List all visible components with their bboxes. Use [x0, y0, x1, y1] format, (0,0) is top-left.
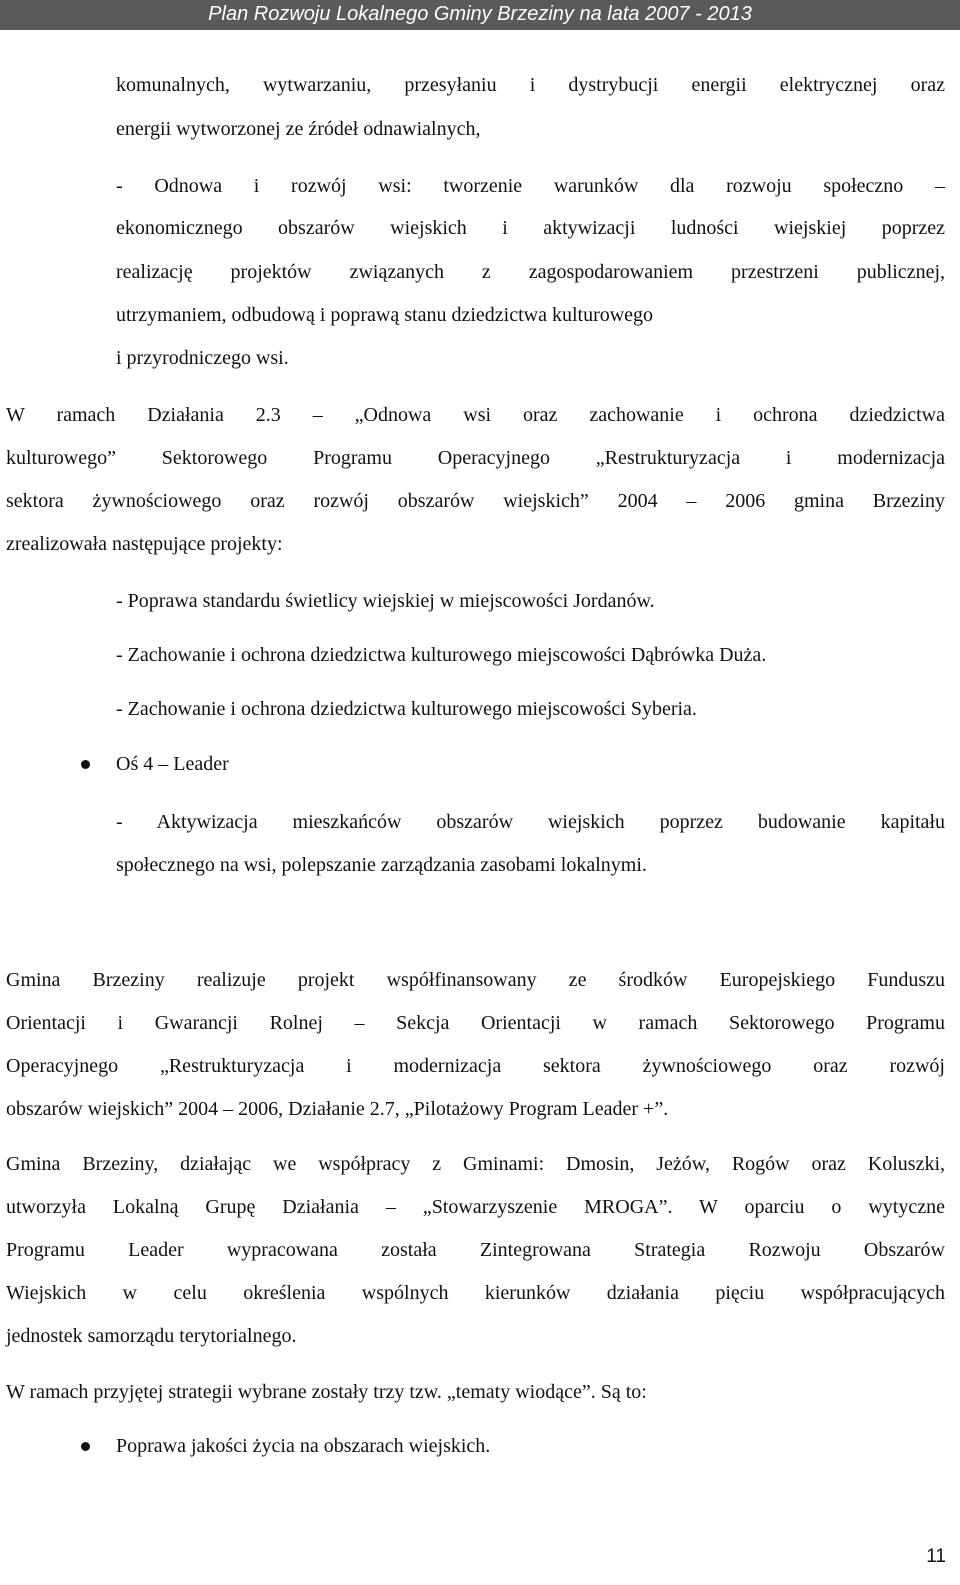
text-line: - Aktywizacja mieszkańców obszarów wiejskich poprzez budowanie kapitału — [116, 811, 945, 833]
text-line: Wiejskich w celu określenia wspólnych kierunków działania pięciu współpracujących — [6, 1282, 945, 1304]
bullet-icon — [81, 1442, 90, 1451]
text-line: jednostek samorządu terytorialnego. — [6, 1325, 297, 1347]
document-title: Plan Rozwoju Lokalnego Gminy Brzeziny na lata 2007 - 2013 — [208, 3, 752, 25]
page-header — [0, 0, 960, 30]
text-line: Gmina Brzeziny realizuje projekt współfinansowany ze środków Europejskiego Funduszu — [6, 969, 945, 991]
text-line: Programu Leader wypracowana została Zintegrowana Strategia Rozwoju Obszarów — [6, 1239, 945, 1261]
text-line: Gmina Brzeziny, działając we współpracy z Gminami: Dmosin, Jeżów, Rogów oraz Koluszki, — [6, 1153, 945, 1175]
bullet-icon — [81, 760, 90, 769]
list-item: - Zachowanie i ochrona dziedzictwa kulturowego miejscowości Dąbrówka Duża. — [116, 644, 767, 666]
page-number: 11 — [926, 1546, 946, 1567]
text-line: i przyrodniczego wsi. — [116, 347, 289, 369]
text-line: komunalnych, wytwarzaniu, przesyłaniu i dystrybucji energii elektrycznej oraz — [116, 74, 945, 96]
bullet-item: Oś 4 – Leader — [116, 753, 229, 775]
text-line: utrzymaniem, odbudową i poprawą stanu dziedzictwa kulturowego — [116, 304, 654, 326]
text-line: Operacyjnego „Restrukturyzacja i modernizacja sektora żywnościowego oraz rozwój — [6, 1055, 945, 1077]
text-line: - Odnowa i rozwój wsi: tworzenie warunków dla rozwoju społeczno – — [116, 175, 945, 197]
text-line: obszarów wiejskich” 2004 – 2006, Działanie 2.7, „Pilotażowy Program Leader +”. — [6, 1098, 669, 1120]
list-item: - Zachowanie i ochrona dziedzictwa kulturowego miejscowości Syberia. — [116, 698, 697, 720]
text-line: kulturowego” Sektorowego Programu Operacyjnego „Restrukturyzacja i modernizacja — [6, 447, 945, 469]
list-item: - Poprawa standardu świetlicy wiejskiej w miejscowości Jordanów. — [116, 590, 655, 612]
text-line: zrealizowała następujące projekty: — [6, 533, 283, 555]
text-line: społecznego na wsi, polepszanie zarządzania zasobami lokalnymi. — [116, 854, 647, 876]
text-line: sektora żywnościowego oraz rozwój obszarów wiejskich” 2004 – 2006 gmina Brzeziny — [6, 490, 945, 512]
text-line: energii wytworzonej ze źródeł odnawialnych, — [116, 118, 481, 140]
text-line: Orientacji i Gwarancji Rolnej – Sekcja Orientacji w ramach Sektorowego Programu — [6, 1012, 945, 1034]
bullet-item: Poprawa jakości życia na obszarach wiejskich. — [116, 1435, 491, 1457]
text-line: realizację projektów związanych z zagospodarowaniem przestrzeni publicznej, — [116, 261, 945, 283]
text-line: utworzyła Lokalną Grupę Działania – „Stowarzyszenie MROGA”. W oparciu o wytyczne — [6, 1196, 945, 1218]
text-line: W ramach przyjętej strategii wybrane zostały trzy tzw. „tematy wiodące”. Są to: — [6, 1381, 647, 1403]
text-line: W ramach Działania 2.3 – „Odnowa wsi oraz zachowanie i ochrona dziedzictwa — [6, 404, 945, 426]
text-line: ekonomicznego obszarów wiejskich i aktywizacji ludności wiejskiej poprzez — [116, 217, 945, 239]
